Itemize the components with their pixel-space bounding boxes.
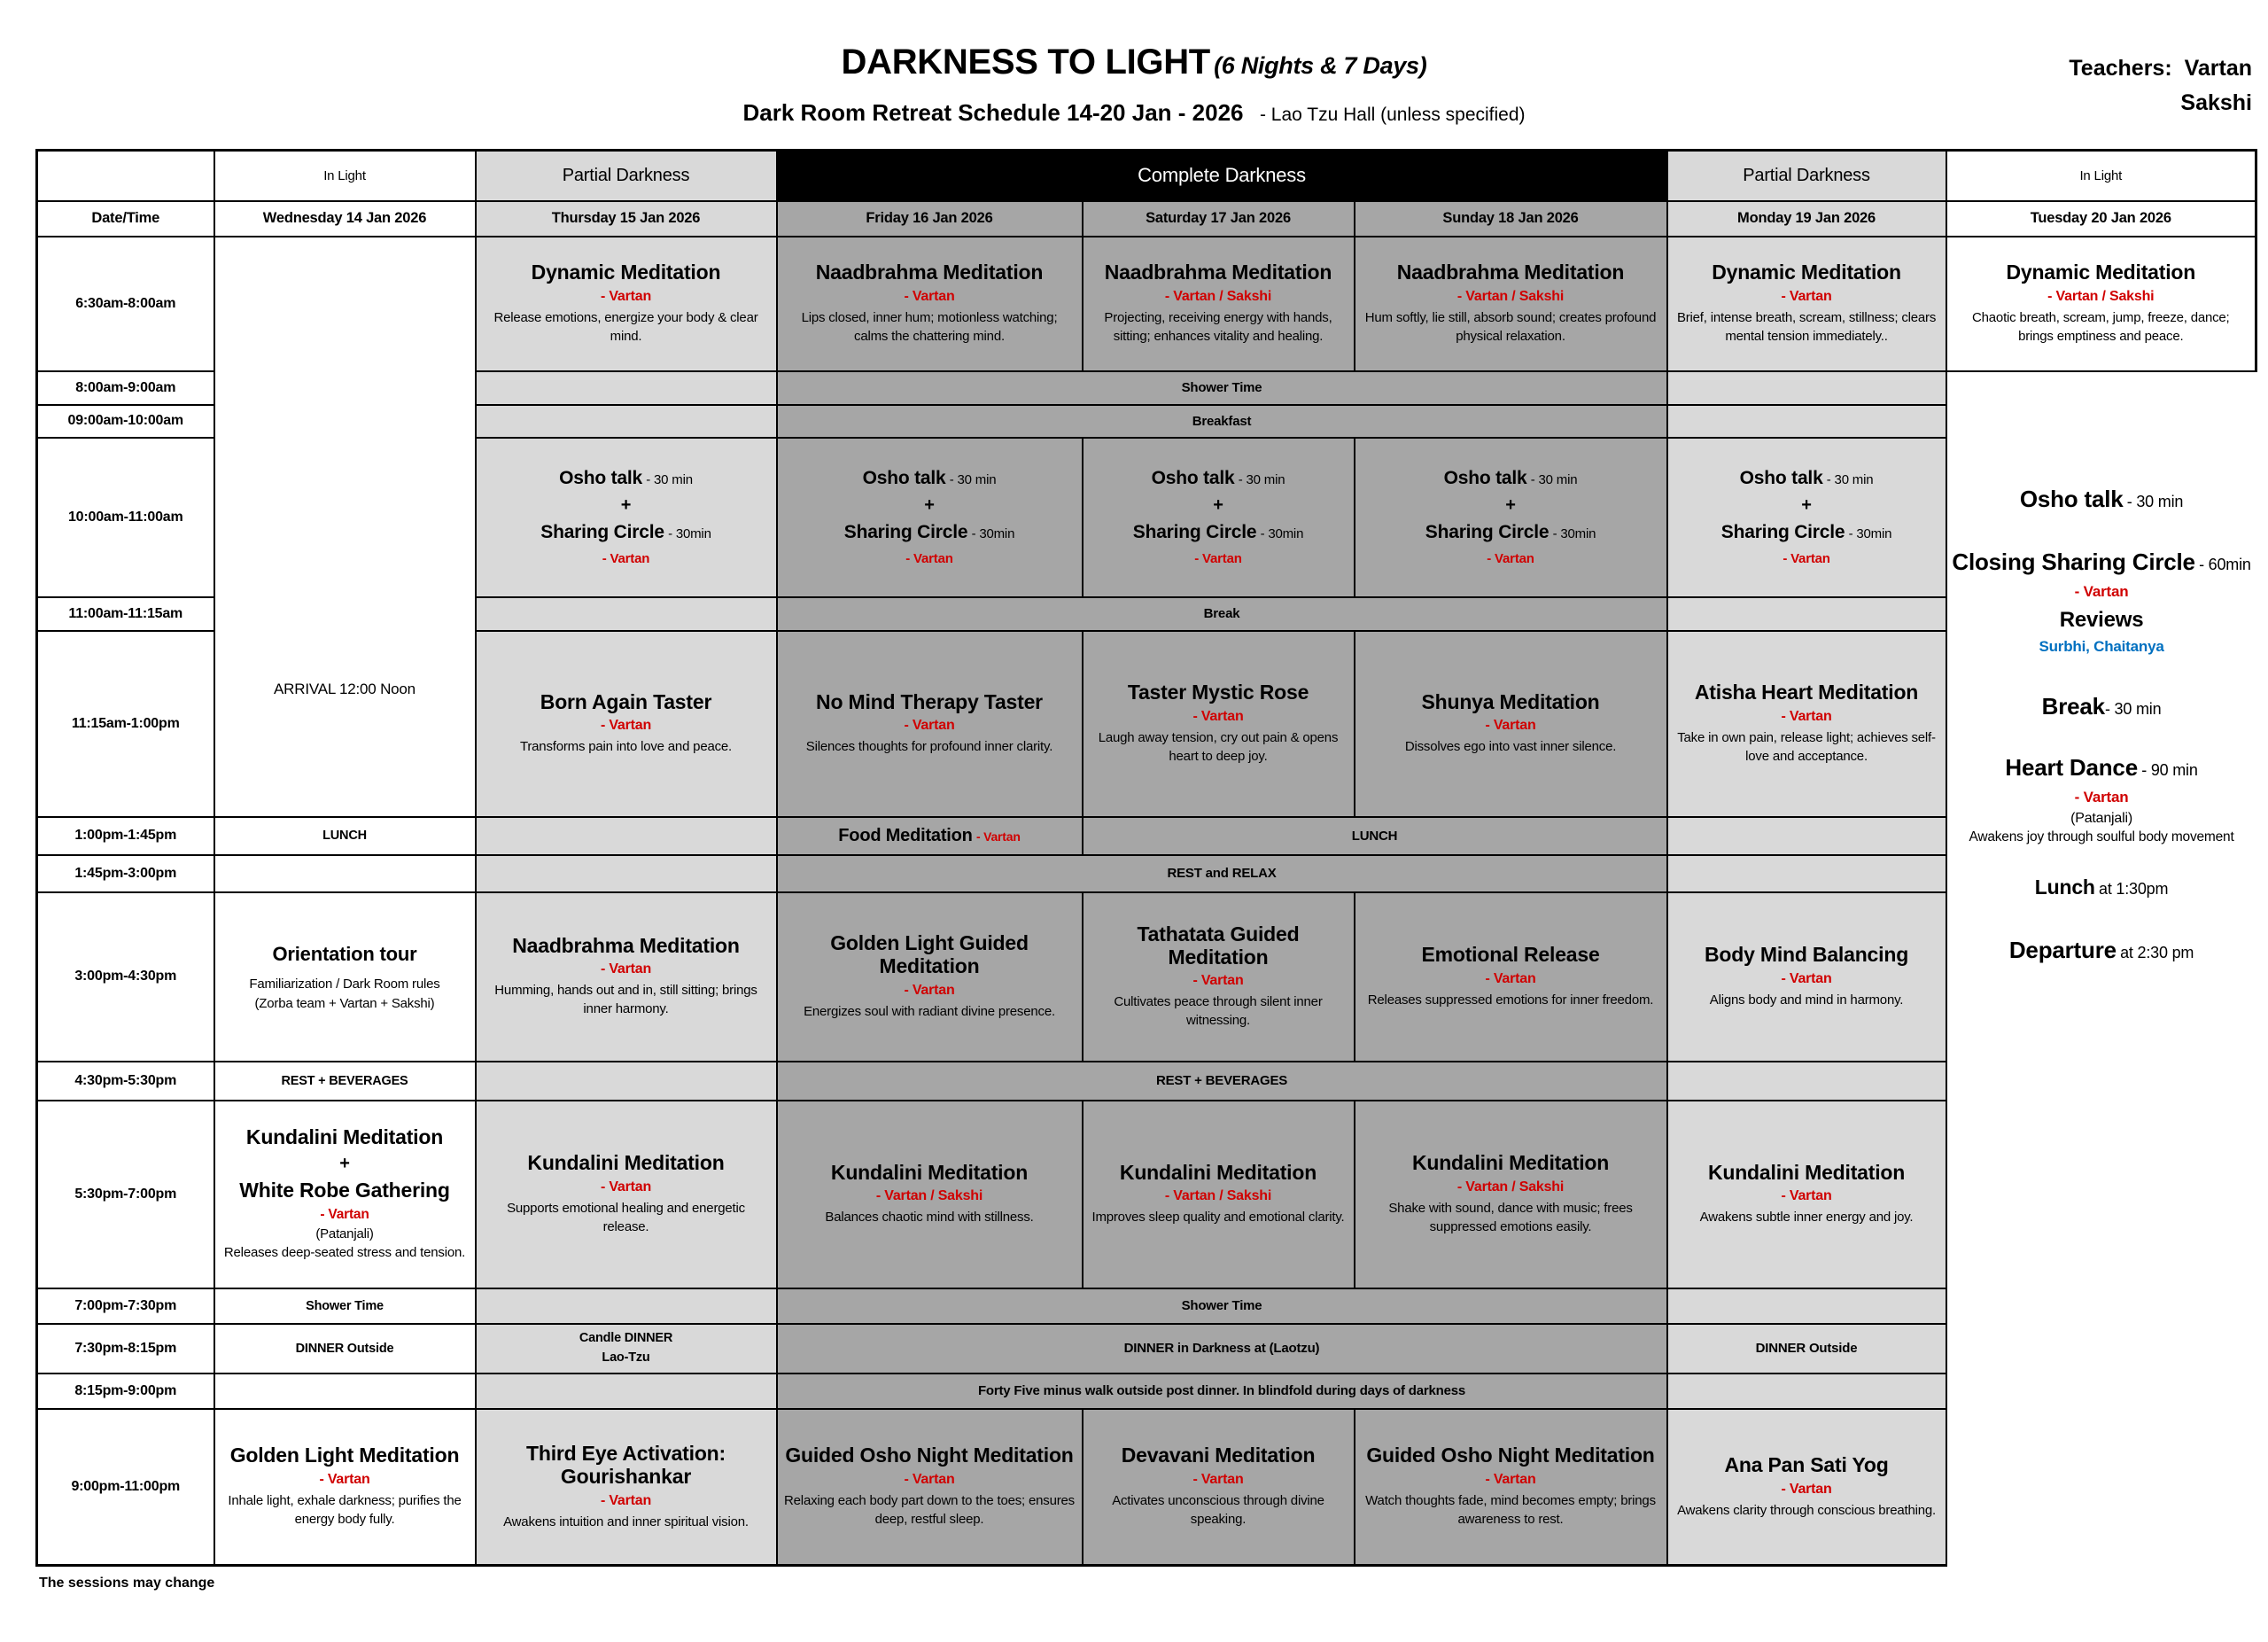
header-sun: Sunday 18 Jan 2026 xyxy=(1355,201,1667,237)
tue-lunch: Lunch at 1:30pm xyxy=(2034,875,2169,899)
cell-sat-530pm: Kundalini Meditation - Vartan / Sakshi Improves sleep quality and emotional clarity. xyxy=(1083,1101,1355,1288)
cell-mon-100pm xyxy=(1667,817,1946,855)
cell-sun-630am: Naadbrahma Meditation - Vartan / Sakshi Hum softly, lie still, absorb sound; creates profound physical relaxation. xyxy=(1355,237,1667,371)
cell-wed-lunch: LUNCH xyxy=(214,817,476,855)
time-1115am: 11:15am-1:00pm xyxy=(37,631,214,817)
cell-thu-night: Third Eye Activation: Gourishankar - Vartan Awakens intuition and inner spiritual vision. xyxy=(476,1409,777,1566)
cell-sat-taster: Taster Mystic Rose - Vartan Laugh away tension, cry out pain & opens heart to deep joy. xyxy=(1083,631,1355,817)
cell-thu-900am xyxy=(476,405,777,438)
cell-wed-orientation: Orientation tour Familiarization / Dark Room rules (Zorba team + Vartan + Sakshi) xyxy=(214,892,476,1062)
tue-departure: Departure at 2:30 pm xyxy=(2008,936,2194,963)
cell-thu-candle-dinner: Candle DINNER Lao-Tzu xyxy=(476,1324,777,1374)
header-mon: Monday 19 Jan 2026 xyxy=(1667,201,1946,237)
time-530pm: 5:30pm-7:00pm xyxy=(37,1101,214,1288)
tue-reviewers: Surbhi, Chaitanya xyxy=(2039,637,2164,655)
cell-wed-145pm xyxy=(214,855,476,892)
cell-fri-630am: Naadbrahma Meditation - Vartan Lips closed, inner hum; motionless watching; calms the chattering mind. xyxy=(777,237,1083,371)
cell-sat-300pm: Tathatata Guided Meditation - Vartan Cultivates peace through silent inner witnessing. xyxy=(1083,892,1355,1062)
page-title-suffix: (6 Nights & 7 Days) xyxy=(1214,52,1427,79)
time-630am: 6:30am-8:00am xyxy=(37,237,214,371)
cell-fri-night: Guided Osho Night Meditation - Vartan Relaxing each body part down to the toes; ensures deep, restful sleep. xyxy=(777,1409,1083,1566)
cell-sat-630am: Naadbrahma Meditation - Vartan / Sakshi Projecting, receiving energy with hands, sitting; enhances vitality and healing. xyxy=(1083,237,1355,371)
time-730pm: 7:30pm-8:15pm xyxy=(37,1324,214,1374)
cell-mon-night: Ana Pan Sati Yog - Vartan Awakens clarity through conscious breathing. xyxy=(1667,1409,1946,1566)
cell-wed-dinner: DINNER Outside xyxy=(214,1324,476,1374)
cell-sat-osho: Osho talk - 30 min + Sharing Circle - 30min - Vartan xyxy=(1083,438,1355,597)
cell-break: Break xyxy=(777,597,1667,631)
cell-fri-osho: Osho talk - 30 min + Sharing Circle - 30min - Vartan xyxy=(777,438,1083,597)
cell-mon-atisha: Atisha Heart Meditation - Vartan Take in own pain, release light; achieves self-love and acceptance. xyxy=(1667,631,1946,817)
time-800am: 8:00am-9:00am xyxy=(37,371,214,405)
cell-mon-145pm xyxy=(1667,855,1946,892)
cell-thu-100pm xyxy=(476,817,777,855)
cell-thu-osho: Osho talk - 30 min + Sharing Circle - 30min - Vartan xyxy=(476,438,777,597)
teacher-name-1: Vartan xyxy=(2184,56,2252,81)
header-sat: Saturday 17 Jan 2026 xyxy=(1083,201,1355,237)
time-900pm: 9:00pm-11:00pm xyxy=(37,1409,214,1566)
schedule-table xyxy=(35,149,2257,1567)
header-fri: Friday 16 Jan 2026 xyxy=(777,201,1083,237)
cell-sun-300pm: Emotional Release - Vartan Releases suppressed emotions for inner freedom. xyxy=(1355,892,1667,1062)
page-title-band xyxy=(0,43,2268,82)
header-datetime: Date/Time xyxy=(37,201,214,237)
cell-mon-430pm xyxy=(1667,1062,1946,1101)
tue-dance-by: - Vartan xyxy=(2074,788,2129,805)
cell-mon-300pm: Body Mind Balancing - Vartan Aligns body and mind in harmony. xyxy=(1667,892,1946,1062)
cell-tue-day-column xyxy=(1946,371,2256,1566)
tue-closing-by: - Vartan xyxy=(2074,582,2129,600)
tue-dance-location: (Patanjali) xyxy=(2070,810,2132,826)
cell-wed-kundalini: Kundalini Meditation + White Robe Gathering - Vartan (Patanjali) Releases deep-seated stress and tension. xyxy=(214,1101,476,1288)
phase-in-light-right: In Light xyxy=(1946,151,2256,201)
cell-mon-700pm xyxy=(1667,1288,1946,1324)
cell-sun-shunya: Shunya Meditation - Vartan Dissolves ego into vast inner silence. xyxy=(1355,631,1667,817)
arrival-label: ARRIVAL 12:00 Noon xyxy=(274,680,416,697)
cell-fri-food-meditation: Food Meditation - Vartan xyxy=(777,817,1083,855)
tue-closing-circle: Closing Sharing Circle - 60min xyxy=(1952,548,2251,575)
cell-fri-300pm: Golden Light Guided Meditation - Vartan Energizes soul with radiant divine presence. xyxy=(777,892,1083,1062)
cell-wed-night: Golden Light Meditation - Vartan Inhale light, exhale darkness; purifies the energy body fully. xyxy=(214,1409,476,1566)
time-815pm: 8:15pm-9:00pm xyxy=(37,1374,214,1409)
teacher-name-2: Sakshi xyxy=(2180,89,2252,115)
header-thu: Thursday 15 Jan 2026 xyxy=(476,201,777,237)
cell-sun-osho: Osho talk - 30 min + Sharing Circle - 30min - Vartan xyxy=(1355,438,1667,597)
teachers-label: Teachers: xyxy=(2069,56,2172,81)
time-100pm: 1:00pm-1:45pm xyxy=(37,817,214,855)
cell-mon-osho: Osho talk - 30 min + Sharing Circle - 30min - Vartan xyxy=(1667,438,1946,597)
cell-walk: Forty Five minus walk outside post dinner. In blindfold during days of darkness xyxy=(777,1374,1667,1409)
tue-osho-talk: Osho talk - 30 min xyxy=(2019,485,2184,512)
phase-complete-darkness: Complete Darkness xyxy=(777,151,1667,201)
page-subtitle: Dark Room Retreat Schedule 14-20 Jan - 2026 xyxy=(742,99,1244,126)
cell-sat-night: Devavani Meditation - Vartan Activates unconscious through divine speaking. xyxy=(1083,1409,1355,1566)
cell-wed-rest-bev: REST + BEVERAGES xyxy=(214,1062,476,1101)
cell-mon-dinner: DINNER Outside xyxy=(1667,1324,1946,1374)
page-subtitle-band xyxy=(0,99,2268,127)
cell-mon-630am: Dynamic Meditation - Vartan Brief, intense breath, scream, stillness; clears mental tension immediately.. xyxy=(1667,237,1946,371)
cell-sun-night: Guided Osho Night Meditation - Vartan Watch thoughts fade, mind becomes empty; brings awareness to rest. xyxy=(1355,1409,1667,1566)
phase-in-light-left: In Light xyxy=(214,151,476,201)
cell-rest-relax: REST and RELAX xyxy=(777,855,1667,892)
cell-tue-630am: Dynamic Meditation - Vartan / Sakshi Chaotic breath, scream, jump, freeze, dance; brings emptiness and peace. xyxy=(1946,237,2256,371)
tue-break: Break- 30 min xyxy=(2041,692,2162,720)
time-1100am: 11:00am-11:15am xyxy=(37,597,214,631)
cell-thu-1100am xyxy=(476,597,777,631)
cell-mon-900am xyxy=(1667,405,1946,438)
page-subtitle-note: - Lao Tzu Hall (unless specified) xyxy=(1259,105,1526,125)
cell-breakfast: Breakfast xyxy=(777,405,1667,438)
time-430pm: 4:30pm-5:30pm xyxy=(37,1062,214,1101)
cell-wed-815pm xyxy=(214,1374,476,1409)
cell-thu-300pm: Naadbrahma Meditation - Vartan Humming, hands out and in, still sitting; brings inner harmony. xyxy=(476,892,777,1062)
cell-thu-630am: Dynamic Meditation - Vartan Release emotions, energize your body & clear mind. xyxy=(476,237,777,371)
tue-dance-desc: Awakens joy through soulful body movement xyxy=(1969,829,2234,844)
cell-shower-morning: Shower Time xyxy=(777,371,1667,405)
page-title: DARKNESS TO LIGHT xyxy=(841,43,1210,82)
time-145pm: 1:45pm-3:00pm xyxy=(37,855,214,892)
cell-thu-815pm xyxy=(476,1374,777,1409)
cell-wed-arrival xyxy=(214,237,476,817)
time-700pm: 7:00pm-7:30pm xyxy=(37,1288,214,1324)
header-tue: Tuesday 20 Jan 2026 xyxy=(1946,201,2256,237)
footer-note: The sessions may change xyxy=(39,1576,215,1591)
cell-sun-530pm: Kundalini Meditation - Vartan / Sakshi Shake with sound, dance with music; frees suppressed emotions easily. xyxy=(1355,1101,1667,1288)
header-wed: Wednesday 14 Jan 2026 xyxy=(214,201,476,237)
cell-mon-530pm: Kundalini Meditation - Vartan Awakens subtle inner energy and joy. xyxy=(1667,1101,1946,1288)
time-1000am: 10:00am-11:00am xyxy=(37,438,214,597)
cell-dinner-darkness: DINNER in Darkness at (Laotzu) xyxy=(777,1324,1667,1374)
time-300pm: 3:00pm-4:30pm xyxy=(37,892,214,1062)
cell-thu-700pm xyxy=(476,1288,777,1324)
tue-reviews: Reviews xyxy=(2059,607,2144,632)
cell-thu-530pm: Kundalini Meditation - Vartan Supports emotional healing and energetic release. xyxy=(476,1101,777,1288)
phase-partial-left: Partial Darkness xyxy=(476,151,777,201)
tue-heart-dance: Heart Dance - 90 min xyxy=(2005,753,2198,781)
cell-thu-145pm xyxy=(476,855,777,892)
teachers-block xyxy=(2069,51,2252,121)
phase-partial-right: Partial Darkness xyxy=(1667,151,1946,201)
cell-shower-evening: Shower Time xyxy=(777,1288,1667,1324)
cell-wed-shower: Shower Time xyxy=(214,1288,476,1324)
cell-fri-530pm: Kundalini Meditation - Vartan / Sakshi Balances chaotic mind with stillness. xyxy=(777,1101,1083,1288)
cell-thu-430pm xyxy=(476,1062,777,1101)
time-900am: 09:00am-10:00am xyxy=(37,405,214,438)
cell-mon-1100am xyxy=(1667,597,1946,631)
cell-rest-bev: REST + BEVERAGES xyxy=(777,1062,1667,1101)
cell-mon-800am xyxy=(1667,371,1946,405)
cell-fri-taster: No Mind Therapy Taster - Vartan Silences thoughts for profound inner clarity. xyxy=(777,631,1083,817)
cell-thu-800am xyxy=(476,371,777,405)
cell-thu-taster: Born Again Taster - Vartan Transforms pain into love and peace. xyxy=(476,631,777,817)
cell-satsun-lunch: LUNCH xyxy=(1083,817,1667,855)
corner-cell xyxy=(37,151,214,201)
cell-mon-815pm xyxy=(1667,1374,1946,1409)
